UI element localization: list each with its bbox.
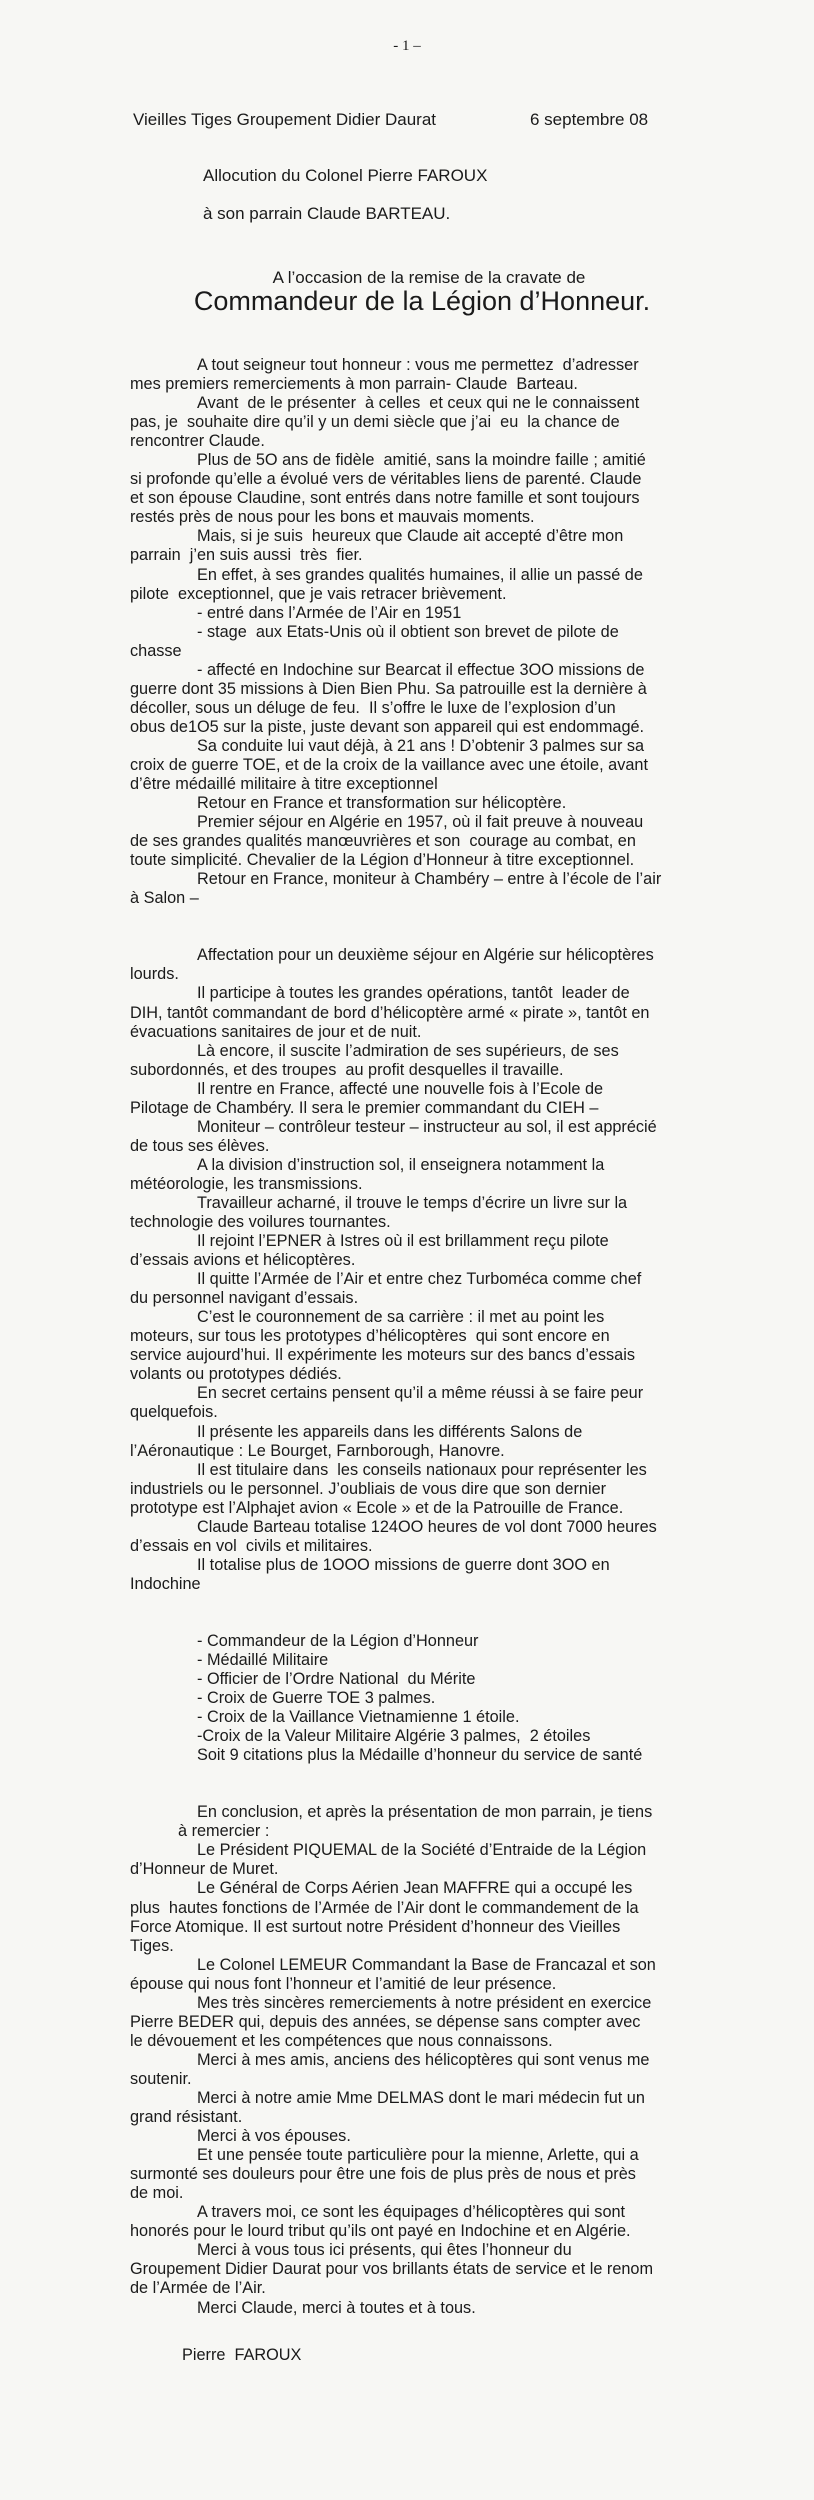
text-line: pilote exceptionnel, que je vais retracer brièvement. — [130, 584, 507, 603]
text-line: Merci à vous tous ici présents, qui êtes l’honneur du — [197, 2241, 572, 2260]
text-line: En secret certains pensent qu’il a même réussi à se faire peur — [197, 1384, 644, 1403]
text-line: Travailleur acharné, il trouve le temps d’écrire un livre sur la — [197, 1193, 628, 1212]
text-line: Pierre BEDER qui, depuis des années, se dépense sans compter avec — [130, 2012, 641, 2031]
text-line: A tout seigneur tout honneur : vous me permettez d’adresser — [197, 356, 639, 374]
text-line: DIH, tantôt commandant de bord d’hélicoptère armé « pirate », tantôt en — [130, 1003, 650, 1022]
text-line: croix de guerre TOE, et de la croix de la vaillance avec une étoile, avant — [130, 755, 648, 774]
signature: Pierre FAROUX — [182, 2345, 302, 2364]
text-line: Retour en France et transformation sur hélicoptère. — [197, 794, 567, 813]
speech-body — [130, 356, 690, 2365]
text-line: Moniteur – contrôleur testeur – instructeur au sol, il est apprécié — [197, 1117, 657, 1136]
text-line: C’est le couronnement de sa carrière : il met au point les — [197, 1308, 605, 1327]
text-line: d’Honneur de Muret. — [130, 1860, 279, 1879]
text-line: de l’Armée de l’Air. — [130, 2279, 266, 2298]
text-line: Sa conduite lui vaut déjà, à 21 ans ! D’obtenir 3 palmes sur sa — [197, 736, 645, 755]
text-line: A la division d’instruction sol, il enseignera notamment la — [197, 1155, 605, 1174]
text-line: restés près de nous pour les bons et mauvais moments. — [130, 508, 535, 527]
text-line: Et une pensée toute particulière pour la mienne, Arlette, qui a — [197, 2146, 639, 2165]
text-line: d’essais avions et hélicoptères. — [130, 1251, 356, 1270]
decoration-list-item: - Croix de Guerre TOE 3 palmes. — [197, 1689, 436, 1708]
text-line: - entré dans l’Armée de l’Air en 1951 — [197, 603, 462, 622]
text-line: décoller, sous un déluge de feu. Il s’offre le luxe de l’explosion d’un — [130, 698, 616, 717]
allocution-heading: Allocution du Colonel Pierre FAROUX — [203, 166, 488, 185]
text-line: En effet, à ses grandes qualités humaines, il allie un passé de — [197, 565, 643, 584]
text-line: parrain j’en suis aussi très fier. — [130, 546, 363, 565]
text-line: - affecté en Indochine sur Bearcat il effectue 3OO missions de — [197, 660, 645, 679]
text-line: épouse qui nous font l’honneur et l’amitié de leur présence. — [130, 1974, 557, 1993]
text-line: évacuations sanitaires de jour et de nuit. — [130, 1022, 422, 1041]
text-line: Le Colonel LEMEUR Commandant la Base de Francazal et son — [197, 1955, 656, 1974]
text-line: Merci à mes amis, anciens des hélicoptères qui sont venus me — [197, 2050, 650, 2069]
text-line: Affectation pour un deuxième séjour en Algérie sur hélicoptères — [197, 946, 654, 965]
text-line: Il est titulaire dans les conseils nationaux pour représenter les — [197, 1460, 647, 1479]
text-line: Merci à notre amie Mme DELMAS dont le mari médecin fut un — [197, 2088, 645, 2107]
document-title: Commandeur de la Légion d’Honneur. — [193, 286, 651, 316]
text-line: Là encore, il suscite l’admiration de ses supérieurs, de ses — [197, 1041, 619, 1060]
spacer — [130, 2318, 690, 2346]
spacer — [130, 1594, 690, 1632]
decoration-list-item: -Croix de la Valeur Militaire Algérie 3 palmes, 2 étoiles — [197, 1727, 591, 1746]
text-line: Retour en France, moniteur à Chambéry – entre à l’école de l’air — [197, 870, 662, 889]
text-line: industriels ou le personnel. J’oubliais de vous dire que son dernier — [130, 1479, 607, 1498]
page-number: - 1 – — [393, 38, 421, 54]
text-line: à remercier : — [178, 1822, 270, 1841]
text-line: Mais, si je suis heureux que Claude ait accepté d’être mon — [197, 527, 624, 546]
text-line: Avant de le présenter à celles et ceux qui ne le connaissent — [197, 394, 640, 413]
text-line: A travers moi, ce sont les équipages d’hélicoptères qui sont — [197, 2203, 626, 2222]
text-line: service aujourd’hui. Il expérimente les moteurs sur des bancs d’essais — [130, 1346, 635, 1365]
text-line: d’être médaillé militaire à titre exceptionnel — [130, 775, 438, 794]
document-date: 6 septembre 08 — [530, 110, 649, 129]
text-line: Groupement Didier Daurat pour vos brillants états de service et le renom — [130, 2260, 654, 2279]
text-line: Le Président PIQUEMAL de la Société d’Entraide de la Légion — [197, 1841, 647, 1860]
text-line: Plus de 5O ans de fidèle amitié, sans la moindre faille ; amitié — [197, 451, 646, 470]
text-line: volants ou prototypes dédiés. — [130, 1365, 342, 1384]
text-line: honorés pour le lourd tribut qu’ils ont payé en Indochine et en Algérie. — [130, 2222, 631, 2241]
text-line: chasse — [130, 641, 182, 660]
text-line: toute simplicité. Chevalier de la Légion d’Honneur à titre exceptionnel. — [130, 851, 635, 870]
text-line: En conclusion, et après la présentation de mon parrain, je tiens — [197, 1803, 653, 1822]
text-line: - stage aux Etats-Unis où il obtient son brevet de pilote de — [197, 622, 619, 641]
text-line: d’essais en vol civils et militaires. — [130, 1536, 373, 1555]
text-line: prototype est l’Alphajet avion « Ecole » et de la Patrouille de France. — [130, 1498, 624, 1517]
text-line: à Salon – — [130, 889, 199, 908]
decoration-list-item: Soit 9 citations plus la Médaille d’honneur du service de santé — [197, 1746, 643, 1765]
text-line: Il rejoint l’EPNER à Istres où il est brillamment reçu pilote — [197, 1232, 609, 1251]
decoration-list-item: - Commandeur de la Légion d’Honneur — [197, 1631, 479, 1650]
text-line: Mes très sincères remerciements à notre président en exercice — [197, 1993, 652, 2012]
text-line: subordonnés, et des troupes au profit desquelles il travaille. — [130, 1060, 564, 1079]
text-line: Premier séjour en Algérie en 1957, où il fait preuve à nouveau — [197, 813, 644, 832]
text-line: de moi. — [130, 2184, 184, 2203]
text-line: quelquefois. — [130, 1403, 218, 1422]
occasion-line: A l’occasion de la remise de la cravate de — [272, 268, 586, 287]
text-line: Force Atomique. Il est surtout notre Président d’honneur des Vieilles — [130, 1917, 621, 1936]
text-line: Il présente les appareils dans les différents Salons de — [197, 1422, 583, 1441]
text-line: mes premiers remerciements à mon parrain- Claude Barteau. — [130, 375, 578, 394]
text-line: guerre dont 35 missions à Dien Bien Phu. Sa patrouille est la dernière à — [130, 679, 647, 698]
text-line: si profonde qu’elle a évolué vers de véritables liens de parenté. Claude — [130, 470, 642, 489]
text-line: Indochine — [130, 1574, 201, 1593]
spacer — [130, 908, 690, 946]
text-line: de tous ses élèves. — [130, 1136, 270, 1155]
organization-name: Vieilles Tiges Groupement Didier Daurat — [133, 110, 436, 129]
text-line: Claude Barteau totalise 124OO heures de vol dont 7000 heures — [197, 1517, 657, 1536]
text-line: Merci à vos épouses. — [197, 2127, 351, 2146]
text-line: l’Aéronautique : Le Bourget, Farnborough, Hanovre. — [130, 1441, 505, 1460]
text-line: Le Général de Corps Aérien Jean MAFFRE qui a occupé les — [197, 1879, 633, 1898]
text-line: de ses grandes qualités manœuvrières et son courage au combat, en — [130, 832, 636, 851]
text-line: surmonté ses douleurs pour être une fois de plus près de nous et près — [130, 2165, 636, 2184]
text-line: obus de1O5 sur la piste, juste devant son appareil qui est endommagé. — [130, 717, 645, 736]
text-line: plus hautes fonctions de l’Armée de l’Air dont le commandement de la — [130, 1898, 639, 1917]
text-line: Pilotage de Chambéry. Il sera le premier commandant du CIEH – — [130, 1098, 599, 1117]
text-line: Merci Claude, merci à toutes et à tous. — [197, 2298, 476, 2317]
text-line: lourds. — [130, 965, 179, 984]
text-line: Tiges. — [130, 1936, 174, 1955]
text-line: grand résistant. — [130, 2108, 243, 2127]
decoration-list-item: - Croix de la Vaillance Vietnamienne 1 étoile. — [197, 1708, 520, 1727]
text-line: Il totalise plus de 1OOO missions de guerre dont 3OO en — [197, 1555, 610, 1574]
spacer — [130, 1765, 690, 1803]
text-line: rencontrer Claude. — [130, 432, 265, 451]
decoration-list-item: - Officier de l’Ordre National du Mérite — [197, 1670, 476, 1689]
parrain-line: à son parrain Claude BARTEAU. — [203, 204, 451, 223]
text-line: soutenir. — [130, 2069, 192, 2088]
text-line: Il participe à toutes les grandes opérations, tantôt leader de — [197, 984, 630, 1003]
text-line: du personnel navigant d’essais. — [130, 1289, 359, 1308]
text-line: technologie des voilures tournantes. — [130, 1213, 391, 1232]
text-line: météorologie, les transmissions. — [130, 1174, 363, 1193]
text-line: pas, je souhaite dire qu’il y un demi siècle que j’ai eu la chance de — [130, 413, 620, 432]
text-line: le dévouement et les compétences que nous connaissons. — [130, 2031, 553, 2050]
decoration-list-item: - Médaillé Militaire — [197, 1651, 329, 1669]
text-line: moteurs, sur tous les prototypes d’hélicoptères qui sont encore en — [130, 1327, 610, 1346]
text-line: et son épouse Claudine, sont entrés dans notre famille et sont toujours — [130, 489, 640, 508]
text-line: Il quitte l’Armée de l’Air et entre chez Turboméca comme chef — [197, 1270, 642, 1289]
text-line: Il rentre en France, affecté une nouvelle fois à l’Ecole de — [197, 1079, 604, 1098]
